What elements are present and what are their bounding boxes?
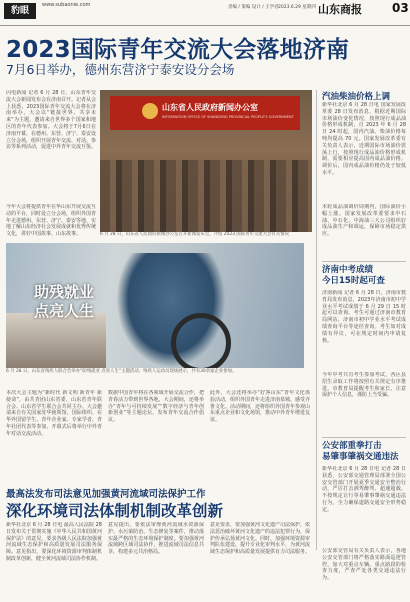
bottom-body-col3: 意见要求，要加强黄河文化遗产司法保护，依法惩治破坏黄河文化遗产的违法犯罪行为，保护传承弘扬黄河文化。同时，加强环境资源审判队伍建设，提升专业化审判水平，为黄河流域生态保护和高质量发展提供有力司法服务。 (210, 522, 310, 556)
editor-credits: 责编 / 策编 设计 / 王学君 (228, 5, 279, 10)
bottom-headline: 深化环境司法体制机制改革创新 (6, 502, 224, 520)
bottom-kicker: 最高法发布司法意见加强黄河流域司法保护工作 (6, 489, 206, 500)
conference-banner (110, 96, 300, 130)
sports-overlay-title (34, 283, 94, 321)
issue-date: 2023.6.29 星期四 (278, 5, 316, 10)
lead-subhead: 7月6日举办，德州东营济宁泰安设分会场 (6, 62, 235, 77)
column-divider (316, 90, 317, 550)
traffic-crackdown-title: 公安部重拳打击 易肇事肇祸交通违法 (322, 441, 399, 462)
press-conference-photo (100, 90, 312, 240)
lead-body-col1b: 今年大会将提供青年在华山东开展交流互动的平台，同时设立分会场，组织外国青年走进德州、东营、济宁、泰安等地，实地了解山东经济社会发展成就和优秀传统文化，讲好中国故事、山东故事。 (6, 204, 96, 238)
traffic-crackdown-body: 新华社北京 6 月 28 日电 记者 28 日获悉，公安部交通管理局部署全国公安交管部门开展夏季交通安全整治行动，严厉打击酒驾醉驾、超速超载、不按规定让行等易肇事肇祸交通违法行为，全力确保道路交通安全形势稳定。 (322, 466, 406, 513)
banner-title: 山东省人民政府新闻办公室 (162, 103, 258, 112)
section-divider (322, 261, 406, 262)
site-url: www.subaonie.com (42, 2, 91, 8)
overlay-line-1: 助残就业 (34, 283, 95, 301)
exam-results-body-2: 今年中考共有考生参加考试，各区县招生录取工作将按照有关规定有序推进。市教育局提醒考生和家长，注意保护个人信息，谨防上当受骗。 (322, 372, 406, 399)
bottom-body-col2: 意见提出，要依法审理黄河流域水资源保护、水污染防治、生态修复等案件，推动落实最严格的生态环境保护制度。要加强黄河流域跨区域司法协作，推进流域司法信息共享，构建多元共治格局。 (108, 522, 204, 556)
newspaper-logo: 豹眼 (4, 3, 36, 19)
lead-body-col2-cont: 数据中国青年将在各领域开展交流合作，把青春活力带到世界各地。大会期间，还将举办“青年与可持续发展”“数字经济与青年创新创业”等主题论坛，发布青年交流合作倡议。 (108, 390, 204, 424)
section-divider (322, 437, 406, 438)
fuel-price-body: 新华社北京 6 月 28 日电 国家发展改革委 28 日发布消息，根据近期国际市场油价变化情况，按照现行成品油价格形成机制，自 2023 年 6 月 28 日 24 时起，国内汽油、柴油价格每吨均提高 70 元。国家发展改革委有关负责人表示，近期国际市场油价震荡上行，按照现行成品油价格形成机制，需要相应提高国内成品油价格。调价后，国内成品油价格仍处于较低水平。 (322, 102, 406, 176)
fuel-price-body-2: 本轮成品油调价周期内，国际油价小幅上涨。国家发展改革委要求中石油、中石化、中海油三大公司组织好成品油生产和调运，保障市场稳定供应。 (322, 204, 406, 238)
lead-body-col1-cont: 本次大会主题为“新时代 新文明 新青年 新使命”，由共青团山东省委、山东省青年联合会、山东省学生联合会共同主办。大会邀请来自有关国家驻华使领馆、国际组织、在华外国留学生、青年企业家、专家学者、青年社团代表等参加。开幕式后将举行中外青年对话交流活动。 (6, 390, 102, 437)
masthead (0, 0, 410, 26)
bottom-body-col1: 新华社北京 6 月 28 日电 最高人民法院 28 日发布关于贯彻实施《中华人民共和国黄河保护法》的意见，要求各级人民法院加强黄河流域生态保护和高质量发展司法服务保障。意见指出，要深化环境资源审判体制机制改革创新，健全黄河流域司法协作机制。 (6, 522, 102, 562)
banner-subtitle: INFORMATION OFFICE OF SHANDONG PROVINCIAL PEOPLE'S GOVERNMENT (162, 115, 294, 119)
newspaper-brand: 山东商报 (318, 3, 362, 16)
overlay-line-2: 点亮人生 (34, 302, 95, 320)
spectators-image (6, 313, 106, 368)
page-number: 03 (392, 1, 409, 15)
exam-results-title: 济南中考成绩 今日15时起可查 (322, 265, 385, 286)
emblem-icon (142, 103, 158, 119)
lead-body-col3: 此外，大会还将举办“好客山东”青年文化体验活动，组织外国青年走进济南泉城、感受齐鲁文化。活动期间，还将组织外国青年参观山东重点企业和文化场馆，推动中外青年增进友谊。 (210, 390, 310, 424)
lead-body-col1: 闪电新闻 记者 6 月 28 日，山东青年交流大会新闻发布会在济南召开。记者从会上获悉，2023国际青年交流大会将在济南举办，大会以“链接世界，共享未来”为主题，邀请来自世界多个国家和地区的青年代表参加。大会将于7月6日在济南开幕，在德州、东营、济宁、泰安设立分会场，组织开展青年交流、对话、参访等系列活动，促进中外青年交流互鉴。 (6, 90, 96, 151)
photo-caption: 6 月 28 日，山东省人民政府新闻办公室召开新闻发布会，介绍 2023 国际青年交流大会有关情况 (100, 232, 312, 244)
audience-image (100, 160, 312, 240)
fuel-price-title: 汽油柴油价格上调 (322, 92, 391, 102)
traffic-crackdown-body-2: 公安部交管局有关负责人表示，各地公安交管部门将严格落实路面巡逻管控，加大对重点车辆、重点路段的检查力度，严查严处各类交通违法行为。 (322, 548, 406, 582)
exam-results-body: 济南新闻 记者 6 月 28 日，济南市教育局发布消息，2023年济南市初中学业水平考试成绩于 6 月 29 日 15 时起可以查询。考生可通过济南市教育局网站、济南市初中学业水平考试成绩查询平台等途径查询。考生如对成绩有异议，可在规定时间内申请复核。 (322, 290, 406, 344)
sports-caption: 6 月 28 日，山东省残疾人联合会举办“助残就业 点亮人生”主题活动。残疾人运动员现场展示，共有30余家企业参加。 (6, 369, 237, 374)
wheelchair-wheel-icon (171, 313, 231, 368)
lead-headline: 2023国际青年交流大会落地济南 (6, 37, 350, 63)
